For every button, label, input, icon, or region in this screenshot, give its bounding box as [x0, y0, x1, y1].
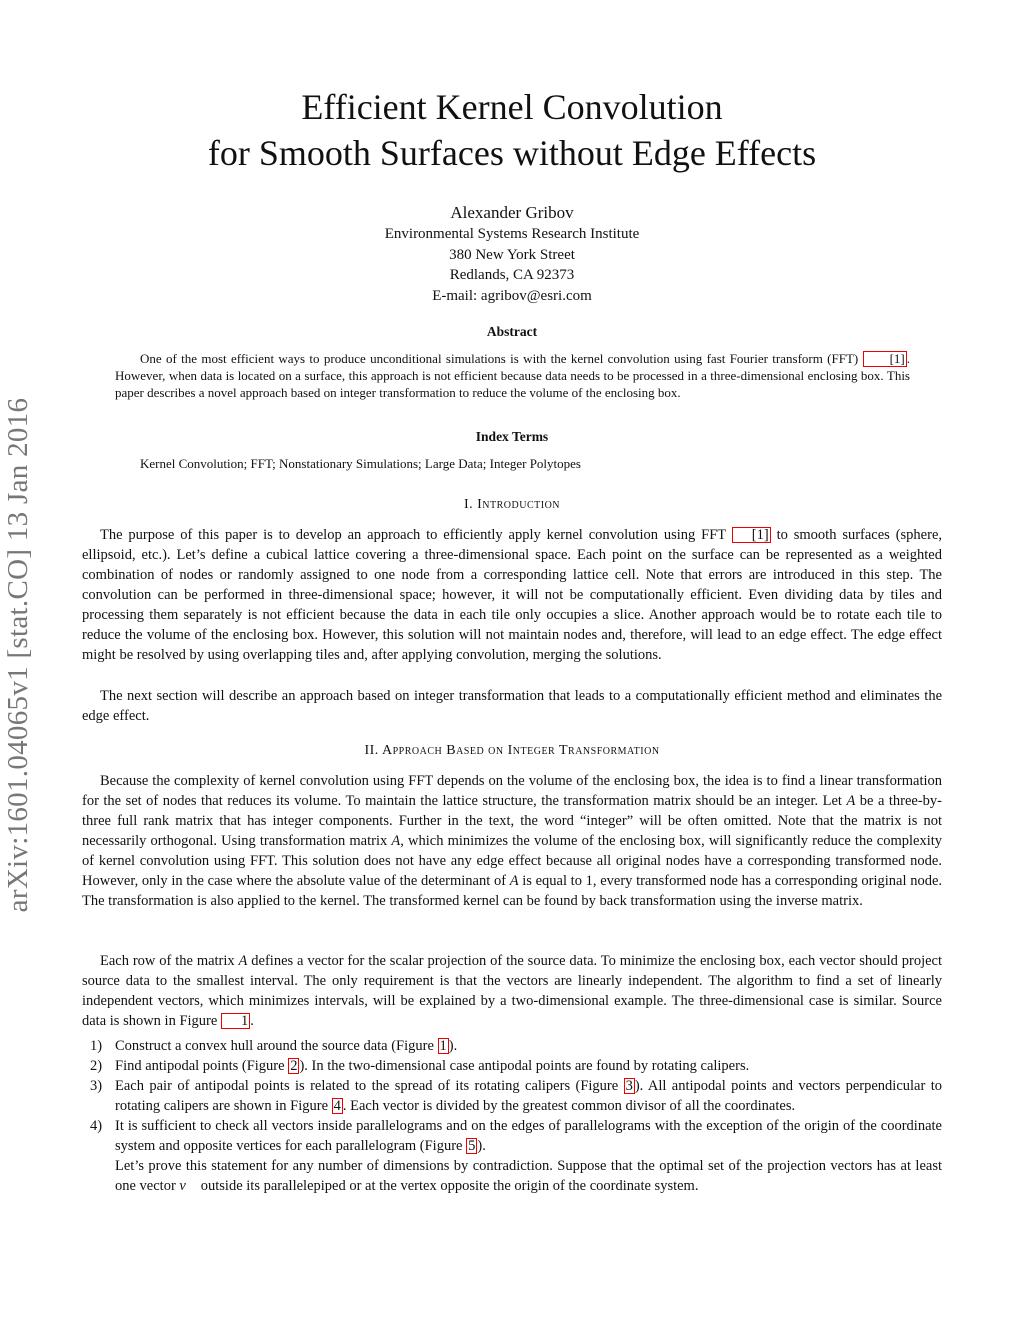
title-line-1: Efficient Kernel Convolution: [301, 87, 723, 127]
index-terms-text: Kernel Convolution; FFT; Nonstationary Simulations; Large Data; Integer Polytopes: [140, 456, 581, 471]
approach-paragraph-1: Because the complexity of kernel convolution using FFT depends on the volume of the enclosing box, the idea is to find a linear transformation for the set of nodes that reduces its volume. To maintain the lattice structure, the transformation matrix should be an integer. Let A be a three-by-three full rank matrix that has integer components. Further in the text, the word “integer” will be often omitted. Note that the matrix is not necessarily orthogonal. Using transformation matrix A, which minimizes the volume of the enclosing box, will significantly reduce the complexity of kernel convolution using FFT. This solution does not have any edge effect because all original nodes have a corresponding transformed node. However, only in the case where the absolute value of the determinant of A is equal to 1, every transformed node has a corresponding original node. The transformation is also applied to the kernel. The transformed kernel can be found by back transformation using the inverse matrix.: [82, 773, 943, 909]
figure-link[interactable]: 2: [290, 1058, 298, 1074]
citation-link[interactable]: [1]: [732, 527, 771, 543]
figure-link[interactable]: 4: [333, 1098, 341, 1114]
figure-link[interactable]: 1: [221, 1013, 250, 1029]
intro-paragraph-1: The purpose of this paper is to develop an approach to efficiently apply kernel convolution using FFT [1] to smooth surfaces (sphere, ellipsoid, etc.). Let’s define a cubical lattice covering a three-dimensional space. Each point on the surface can be represented as a weighted combination of nodes or randomly assigned to one node from a corresponding lattice cell. Note that errors are introduced in this step. The convolution can be performed in three-dimensional space; however, it will not be computationally efficient. Even dividing data by tiles and processing them separately is not efficient because the data in each tile only occupies a slice. Another approach would be to rotate each tile to reduce the volume of the enclosing box. However, this solution will not maintain nodes and, therefore, will lead to an edge effect. The edge effect might be resolved by using overlapping tiles and, after applying convolution, merging the solutions.: [82, 527, 942, 663]
arxiv-identifier: arXiv:1601.04065v1 [stat.CO] 13 Jan 2016: [2, 397, 34, 913]
list-item: 2) Find antipodal points (Figure 2 ). In the two-dimensional case antipodal points are found by rotating calipers.: [90, 1058, 750, 1074]
section-heading-approach: II. Approach Based on Integer Transformation: [364, 743, 660, 758]
intro-paragraph-2: The next section will describe an approach based on integer transformation that leads to a computationally efficient method and eliminates the edge effect.: [82, 688, 942, 724]
abstract-text: One of the most efficient ways to produce unconditional simulations is with the kernel convolution using fast Fourier transform (FFT) [1] . However, when data is located on a surface, this approach is not efficient because data needs to be processed in a three-dimensional enclosing box. This paper describes a novel approach based on integer transformation to reduce the volume of the enclosing box.: [115, 351, 910, 400]
approach-paragraph-2: Each row of the matrix A defines a vector for the scalar projection of the source data. To minimize the enclosing box, each vector should project source data to the smallest interval. The only requirement is that the vectors are linearly independent. The algorithm to find a set of linearly independent vectors, which minimizes intervals, will be explained by a two-dimensional example. The three-dimensional case is similar. Source data is shown in Figure 1 .: [82, 953, 943, 1029]
title-line-2: for Smooth Surfaces without Edge Effects: [207, 133, 817, 173]
list-item: 3) Each pair of antipodal points is related to the spread of its rotating calipers (Figure 3 ). All antipodal points and vectors perpendicular to rotating calipers are shown in Figure 4 . Each vector is divided by the greatest common divisor of all the coordinates.: [90, 1078, 942, 1114]
figure-link[interactable]: 3: [625, 1078, 633, 1094]
paper-title: [82, 84, 942, 176]
algorithm-steps-list: [82, 1036, 942, 1196]
author-street: 380 New York Street: [449, 246, 575, 263]
list-item: 1) Construct a convex hull around the source data (Figure 1 ).: [90, 1038, 458, 1054]
author-name: Alexander Gribov: [450, 203, 574, 222]
index-terms-heading: Index Terms: [475, 429, 549, 444]
list-item: 4) It is sufficient to check all vectors inside parallelograms and on the edges of parallelograms with the exception of the origin of the coordinate system and opposite vertices for each parallelogram (Figure 5 ).: [90, 1118, 942, 1154]
abstract-heading: Abstract: [486, 324, 538, 339]
author-email: E-mail: agribov@esri.com: [432, 287, 592, 304]
author-block: [82, 202, 942, 306]
figure-link[interactable]: 5: [468, 1138, 476, 1154]
citation-link[interactable]: [1]: [863, 351, 907, 367]
section-heading-introduction: I. Introduction: [463, 497, 561, 512]
figure-link[interactable]: 1: [439, 1038, 447, 1054]
proof-paragraph: Let’s prove this statement for any number of dimensions by contradiction. Suppose that the optimal set of the projection vectors has at least one vector v⃗ outside its parallelepiped or at the vertex opposite the origin of the coordinate system.: [115, 1158, 942, 1194]
author-city: Redlands, CA 92373: [449, 267, 575, 283]
author-institute: Environmental Systems Research Institute: [384, 226, 640, 242]
